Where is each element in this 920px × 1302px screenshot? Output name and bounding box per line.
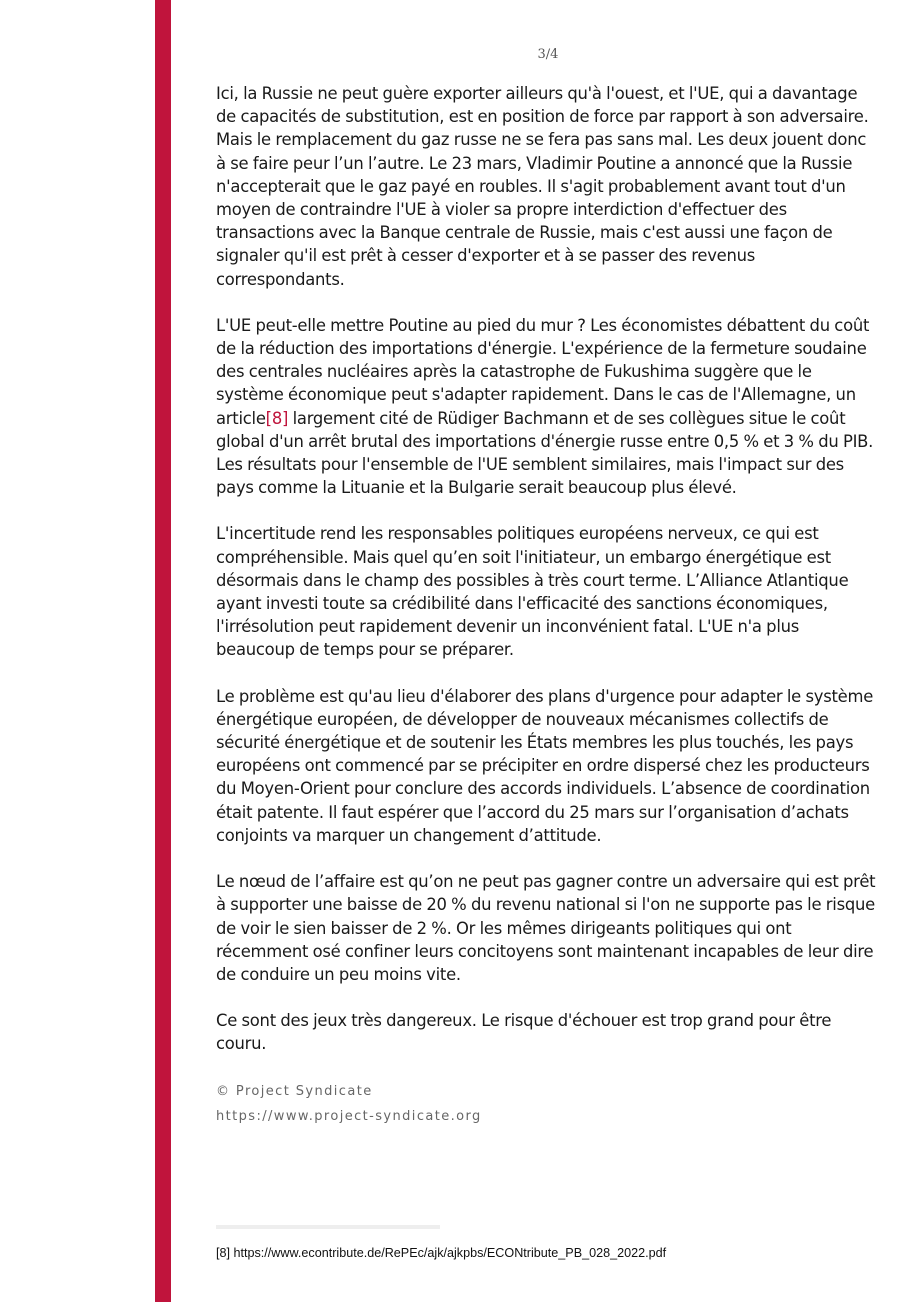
paragraph-2-text-b: largement cité de Rüdiger Bachmann et de ses collègues situe le coût global d'un arrêt brutal des importations d'énergie russe entre 0,5 % et 3 % du PIB. Les résultats pour l'ensemble de l'UE semblent similaires, mais l'impact sur des pays comme la Lituanie et la Bulgarie serait beaucoup plus élevé. xyxy=(216,408,874,498)
source-url[interactable]: https://www.project-syndicate.org xyxy=(216,1108,482,1124)
paragraph-5: Le nœud de l’affaire est qu’on ne peut pas gagner contre un adversaire qui est prêt à supporter une baisse de 20 % du revenu national si l'on ne supporte pas le risque de voir le sien baisser de 2 %. Or les mêmes dirigeants politiques qui ont récemment osé confiner leurs concitoyens sont maintenant incapables de leur dire de conduire un peu moins vite. xyxy=(216,872,876,984)
paragraph-4: Le problème est qu'au lieu d'élaborer des plans d'urgence pour adapter le système énergétique européen, de développer de nouveaux mécanismes collectifs de sécurité énergétique et de soutenir les États membres les plus touchés, les pays européens ont commencé par se précipiter en ordre dispersé chez les producteurs du Moyen-Orient pour conclure des accords individuels. L’absence de coordination était patente. Il faut espérer que l’accord du 25 mars sur l’organisation d’achats conjoints va marquer un changement d’attitude. xyxy=(216,686,874,845)
accent-side-bar xyxy=(155,0,171,1302)
page-number: 3/4 xyxy=(537,47,559,62)
paragraph-3: L'incertitude rend les responsables politiques européens nerveux, ce qui est compréhensible. Mais quel qu’en soit l'initiateur, un embargo énergétique est désormais dans le champ des possibles à très court terme. L’Alliance Atlantique ayant investi toute sa crédibilité dans l'efficacité des sanctions économiques, l'irrésolution peut rapidement devenir un inconvénient fatal. L'UE n'a plus beaucoup de temps pour se préparer. xyxy=(216,524,849,660)
paragraph-1: Ici, la Russie ne peut guère exporter ailleurs qu'à l'ouest, et l'UE, qui a davantage de capacités de substitution, est en position de force par rapport à son adversaire. Mais le remplacement du gaz russe ne se fera pas sans mal. Les deux jouent donc à se faire peur l’un l’autre. Le 23 mars, Vladimir Poutine a annoncé que la Russie n'accepterait que le gaz payé en roubles. Il s'agit probablement avant tout d'un moyen de contraindre l'UE à violer sa propre interdiction d'effectuer des transactions avec la Banque centrale de Russie, mais c'est aussi une façon de signaler qu'il est prêt à cesser d'exporter et à se passer des revenus correspondants. xyxy=(216,84,869,289)
copyright-line: © Project Syndicate xyxy=(216,1083,373,1099)
paragraph-6: Ce sont des jeux très dangereux. Le risque d'échouer est trop grand pour être couru. xyxy=(216,1011,832,1054)
paragraph-2 xyxy=(216,314,880,500)
footnote-ref-8[interactable]: [8] xyxy=(265,408,289,428)
article-body xyxy=(216,82,880,1129)
footnote-divider xyxy=(216,1225,440,1229)
footnote-8[interactable]: [8] https://www.econtribute.de/RePEc/ajk/ajkpbs/ECONtribute_PB_028_2022.pdf xyxy=(216,1246,667,1260)
paragraph-2-text-a: L'UE peut-elle mettre Poutine au pied du mur ? Les économistes débattent du coût de la réduction des importations d'énergie. L'expérience de la fermeture soudaine des centrales nucléaires après la catastrophe de Fukushima suggère que le système économique peut s'adapter rapidement. Dans le cas de l'Allemagne, un article xyxy=(216,315,870,428)
credits-block xyxy=(216,1079,880,1129)
